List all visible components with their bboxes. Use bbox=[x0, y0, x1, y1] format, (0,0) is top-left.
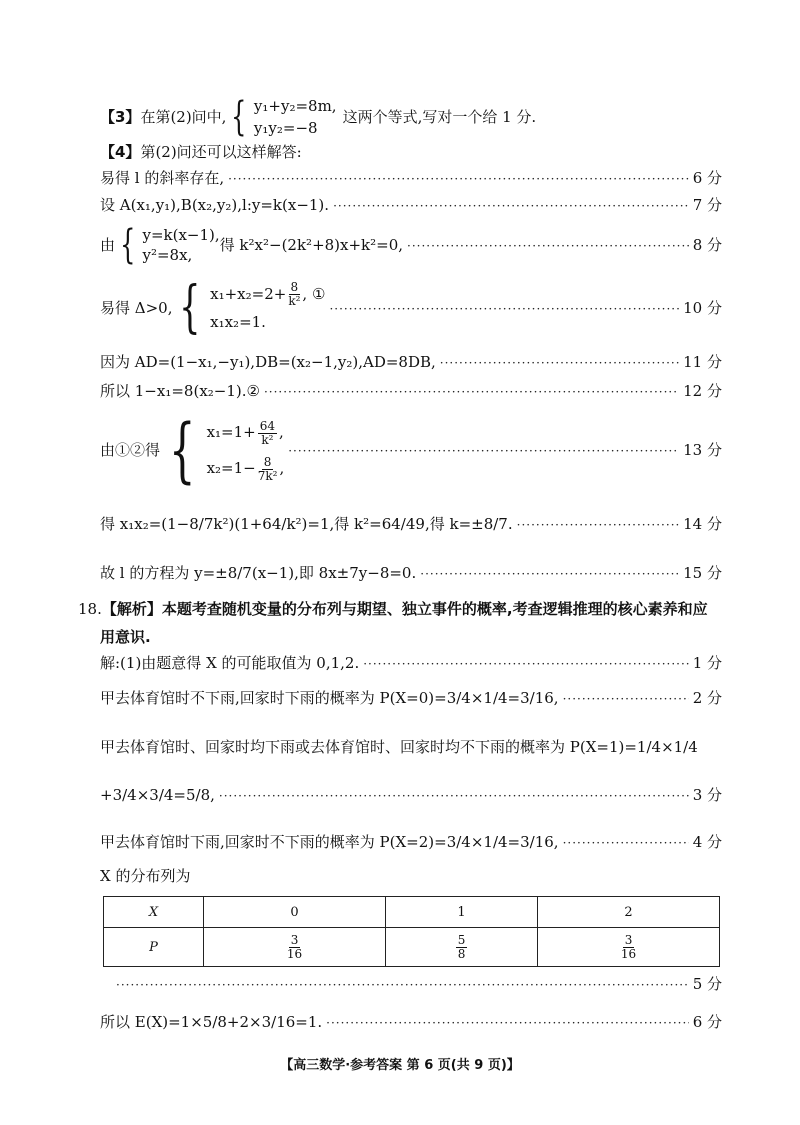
score: 8 分 bbox=[692, 236, 722, 254]
step-line: 甲去体育馆时、回家时均下雨或去体育馆时、回家时均不下雨的概率为 P(X=1)=1/4×1/4 bbox=[100, 738, 698, 756]
step-line: 故 l 的方程为 y=±8/7(x−1),即 8x±7y−8=0. ····· 15 分 bbox=[100, 563, 722, 583]
table-row: X 0 1 2 bbox=[104, 897, 720, 928]
score: 12 分 bbox=[683, 382, 722, 400]
question-18-heading: 18. 【解析】 本题考查随机变量的分布列与期望、独立事件的概率,考查逻辑推理的核心素养和应 bbox=[78, 600, 708, 618]
question-18-heading-cont: 用意识. bbox=[100, 628, 151, 646]
score: 5 分 bbox=[692, 975, 722, 993]
distribution-table bbox=[103, 896, 720, 967]
table-row: P $\frac{3}{16}$ $\frac{5}{8}$ $\frac{3}{16}$ bbox=[104, 928, 720, 967]
score: 15 分 bbox=[683, 564, 722, 582]
score: 7 分 bbox=[692, 196, 722, 214]
step-line: 由①②得 { x₁=1+ $\frac{64}{\text{k²}}$ , x₂=1− $\frac{8}{\text{7k²}}$ , ····· 13 分 bbox=[100, 410, 722, 490]
step-line: 得 x₁x₂=(1−8/7k²)(1+64/k²)=1,得 k²=64/49,得 k=±8/7. ····· 14 分 bbox=[100, 514, 722, 534]
step-line: 解:(1)由题意得 X 的可能取值为 0,1,2. ····· 1 分 bbox=[100, 653, 722, 673]
step-line: 所以 1−x₁=8(x₂−1).② ····· 12 分 bbox=[100, 381, 722, 401]
score: 3 分 bbox=[692, 786, 722, 804]
score: 2 分 bbox=[692, 689, 722, 707]
step-line: 所以 E(X)=1×5/8+2×3/16=1. ····· 6 分 bbox=[100, 1012, 722, 1032]
step-line: 设 A(x₁,y₁),B(x₂,y₂),l:y=k(x−1). ····· 7 分 bbox=[100, 195, 722, 215]
note-4: 【4】 第(2)问还可以这样解答: bbox=[100, 143, 302, 161]
step-line: 由 { y=k(x−1), y²=8x, 得 k²x²−(2k²+8)x+k²=0, ····· 8 分 bbox=[100, 225, 722, 265]
step-line bbox=[116, 974, 722, 994]
score: 6 分 bbox=[692, 1013, 722, 1031]
step-line: 甲去体育馆时不下雨,回家时下雨的概率为 P(X=0)=3/4×1/4=3/16, ····· 2 分 bbox=[100, 688, 722, 708]
step-line: 甲去体育馆时下雨,回家时不下雨的概率为 P(X=2)=3/4×1/4=3/16, ····· 4 分 bbox=[100, 832, 722, 852]
score: 13 分 bbox=[683, 441, 722, 459]
page-footer: 【高三数学·参考答案 第 6 页(共 9 页)】 bbox=[280, 1058, 520, 1073]
score: 4 分 bbox=[692, 833, 722, 851]
score: 6 分 bbox=[692, 169, 722, 187]
step-line: X 的分布列为 bbox=[100, 867, 191, 885]
step-line: 易得 Δ>0, { x₁+x₂=2+ $\frac{8}{\text{k²}}$ , ① x₁x₂=1. ····· 10 分 bbox=[100, 278, 722, 338]
step-line: 因为 AD=(1−x₁,−y₁),DB=(x₂−1,y₂),AD=8DB, ····· 11 分 bbox=[100, 352, 722, 372]
step-line: 易得 l 的斜率存在, ····· 6 分 bbox=[100, 168, 722, 188]
score: 14 分 bbox=[683, 515, 722, 533]
step-line: +3/4×3/4=5/8, ····· 3 分 bbox=[100, 785, 722, 805]
score: 1 分 bbox=[692, 654, 722, 672]
note-3: 【3】 在第(2)问中, { y₁+y₂=8m, y₁y₂=−8 这两个等式,写对一个给 1 分. bbox=[100, 94, 537, 140]
equation-system: { y₁+y₂=8m, y₁y₂=−8 bbox=[231, 94, 337, 140]
score: 11 分 bbox=[683, 353, 722, 371]
score: 10 分 bbox=[683, 299, 722, 317]
